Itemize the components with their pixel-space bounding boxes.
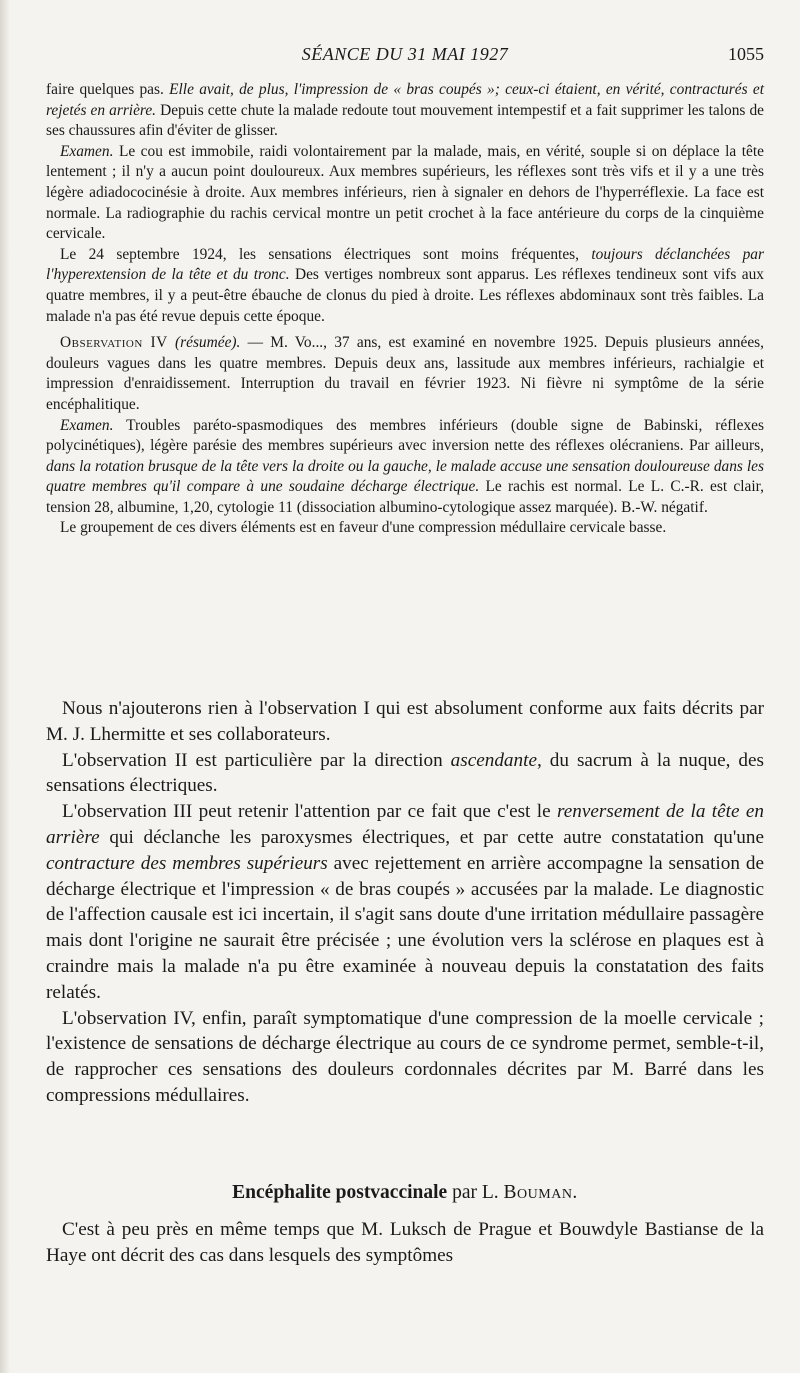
paragraph-discussion-4 (46, 1006, 764, 1109)
running-title: SÉANCE DU 31 MAI 1927 (301, 44, 509, 64)
page-edge-shadow (0, 0, 10, 1373)
paragraph-conclusion-obs-iv (46, 518, 764, 539)
text-run: Le 24 septembre 1924, les sensations électriques sont moins fréquentes, (60, 245, 592, 263)
text-run: Le groupement de ces divers éléments est en faveur d'une compression médullaire cervicale basse. (60, 519, 667, 537)
examen-label: Examen. (60, 142, 114, 160)
text-run: — M. Vo..., 37 ans, est examiné en novembre 1925. Depuis plusieurs années, douleurs vagues dans les quatre membres. Depuis deux ans, lassitude aux membres inférieurs, rachialgie et impression d'enraidissement. Interruption du travail en février 1923. Ni fièvre ni symptôme de la série encéphalitique. (46, 334, 764, 413)
section-author: Bouman. (503, 1182, 578, 1203)
section-byline: par L. (447, 1182, 504, 1203)
paragraph-continuation (46, 80, 764, 142)
text-run: avec rejettement en arrière accompagne la sensation de décharge électrique et l'impression « de bras coupés » accusées par la malade. Le diagnostic de l'affection causale est ici incertain, il s'agit sans doute d'une irritation médullaire passagère mais dont l'origine ne saurait être précisée ; une évolution vers la sclérose en plaques est à craindre mais la malade n'a pu être examinée à nouveau depuis la constatation des faits relatés. (46, 852, 764, 1003)
paragraph-discussion-1 (46, 696, 764, 748)
text-run: du sacrum à la nuque, des sensations électriques. (46, 749, 764, 797)
paragraph-examen-2 (46, 416, 764, 519)
running-header (46, 44, 764, 70)
small-print-block (46, 80, 764, 539)
text-run: Nous n'ajouterons rien à l'observation I qui est absolument conforme aux faits décrits par M. J. Lhermitte et ses collaborateurs. (46, 698, 764, 745)
italic-run: dans la rotation brusque de la tête vers la droite ou la gauche, le malade accuse une sensation douloureuse dans les quatre membres qu'il compare à une soudaine décharge électrique. (46, 457, 764, 496)
italic-run: contracture des membres supérieurs (46, 852, 328, 874)
section-title (46, 1182, 764, 1204)
italic-run: toujours déclanchées par l'hyperextension de la tête et du tronc. (46, 245, 764, 284)
paragraph-discussion-3 (46, 799, 764, 1005)
text-run: qui déclanche les paroxysmes électriques, et par cette autre constatation qu'une (99, 826, 764, 848)
text-run: L'observation IV, enfin, paraît symptomatique d'une compression de la moelle cervicale ; l'existence de sensations de décharge électrique au cours de ce syndrome permet, semble-t-il, de rapprocher ces sensations des douleurs cordonnales décrites par M. Barré dans les compressions médullaires. (46, 1007, 764, 1106)
section-title-bold: Encéphalite postvaccinale (232, 1182, 448, 1203)
text-run: Des vertiges nombreux sont apparus. Les réflexes tendineux sont vifs aux quatre membres, il y a peut-être ébauche de clonus du pied à droite. Les réflexes abdominaux sont très faibles. La malade n'a pas été revue depuis cette époque. (46, 266, 764, 325)
paragraph-examen-1 (46, 142, 764, 245)
italic-run: Elle avait, de plus, l'impression de « bras coupés »; ceux-ci étaient, en vérité, contracturés et rejetés en arrière. (46, 81, 764, 119)
text-run: Troubles paréto-spasmodiques des membres inférieurs (double signe de Babinski, réflexes polycinétiques), légère parésie des membres supérieurs avec inversion nette des réflexes olécraniens. Par ailleurs, (46, 416, 764, 455)
paragraph-followup (46, 245, 764, 327)
text-run: L'observation II est particulière par la direction (62, 749, 451, 771)
discussion-block (46, 696, 764, 1109)
text-run: Depuis cette chute la malade redoute tout mouvement intempestif et a fait supprimer les talons de ses chaussures afin d'éviter de glisser. (46, 101, 764, 140)
text-run: Le rachis est normal. Le L. C.-R. est clair, tension 28, albumine, 1,20, cytologie 11 (dissociation albumino-cytologique assez marquée). B.-W. négatif. (46, 478, 764, 516)
new-section-text (46, 1217, 764, 1269)
examen-label: Examen. (60, 416, 114, 434)
paragraph-observation-iv (46, 333, 764, 415)
paragraph-discussion-2 (46, 748, 764, 800)
text-run: L'observation III peut retenir l'attention par ce fait que c'est le (62, 801, 557, 823)
italic-run: ascendante, (450, 749, 542, 771)
paragraph-new-section (46, 1217, 764, 1269)
observation-label: Observation IV (60, 334, 168, 352)
text-run: Le cou est immobile, raidi volontairement par la malade, mais, en vérité, souple si on déplace la tête lentement ; il n'y a aucun point douloureux. Aux membres supérieurs, les réflexes sont très vifs et il y a une très légère adiadococinésie à droite. Aux membres inférieurs, rien à signaler en dehors de l'hyperréflexie. La face est normale. La radiographie du rachis cervical montre un petit crochet à la face antérieure du corps de la cinquième cervicale. (46, 142, 764, 243)
italic-run: (résumée). (175, 334, 241, 352)
text-run: C'est à peu près en même temps que M. Luksch de Prague et Bouwdyle Bastianse de la Haye ont décrit des cas dans lesquels des symptômes (46, 1219, 764, 1266)
text-run: faire quelques pas. (46, 81, 170, 98)
italic-run: renversement de la tête en arrière (46, 801, 764, 848)
page-number: 1055 (728, 44, 764, 64)
